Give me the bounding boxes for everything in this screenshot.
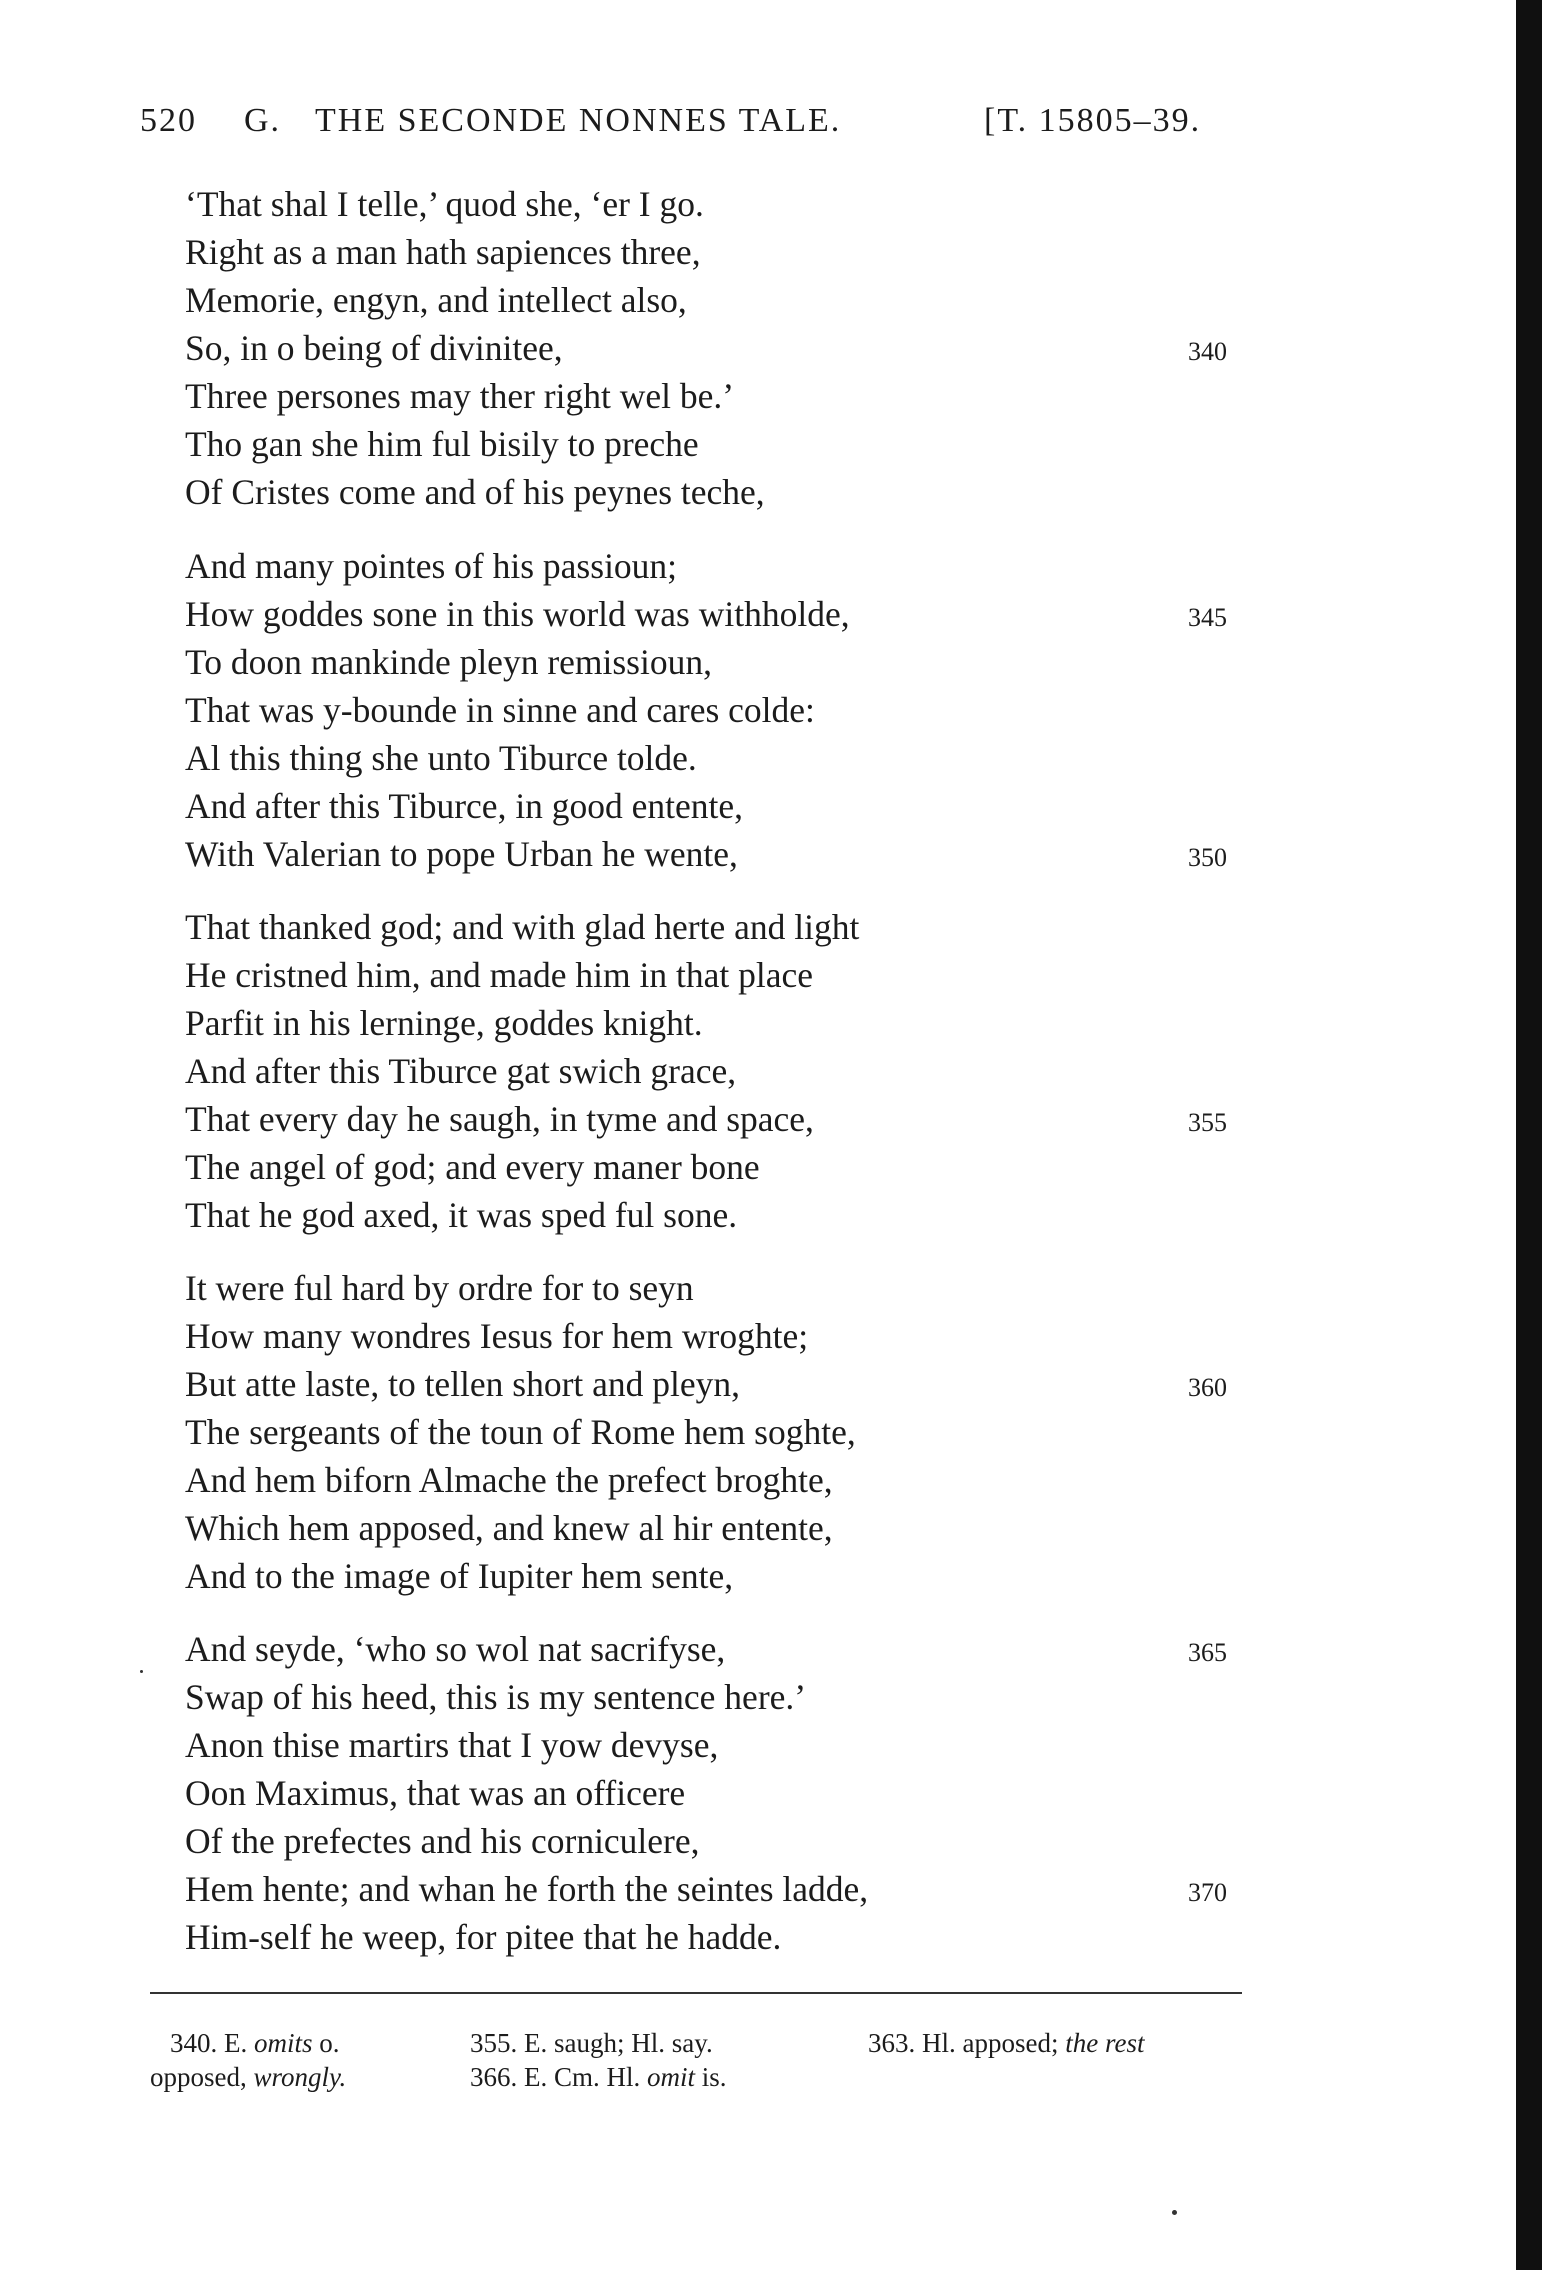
verse-line	[185, 1913, 1245, 1961]
verse-text: And after this Tiburce, in good entente,	[185, 786, 744, 826]
verse-text: And seyde, ‘who so wol nat sacrifyse,	[185, 1629, 726, 1669]
verse-line	[185, 1312, 1245, 1360]
stanza	[185, 542, 1245, 878]
footnote-363-continued: opposed, wrongly.	[150, 2062, 347, 2092]
footnote-363: 363. Hl. apposed; the rest	[868, 2028, 1145, 2058]
verse-text: That thanked god; and with glad herte and light	[185, 907, 860, 947]
verse-line	[185, 782, 1245, 830]
verse-text: It were ful hard by ordre for to seyn	[185, 1268, 694, 1308]
verse-line	[185, 372, 1245, 420]
verse-line	[185, 1769, 1245, 1817]
verse-text: Al this thing she unto Tiburce tolde.	[185, 738, 697, 778]
verse-text: Anon thise martirs that I yow devyse,	[185, 1725, 719, 1765]
line-number: 345	[1188, 603, 1227, 632]
verse-line	[185, 1721, 1245, 1769]
verse-line	[185, 1504, 1245, 1552]
scan-edge-shadow	[1516, 0, 1542, 2270]
verse-text: Hem hente; and whan he forth the seintes ladde,	[185, 1869, 869, 1909]
scan-speck	[140, 1670, 143, 1673]
verse-text: The sergeants of the toun of Rome hem soghte,	[185, 1412, 856, 1452]
verse-line	[185, 1047, 1245, 1095]
verse-line	[185, 999, 1245, 1047]
verse-line	[185, 951, 1245, 999]
stanza	[185, 1264, 1245, 1600]
verse-text: Three persones may ther right wel be.’	[185, 376, 735, 416]
line-number: 365	[1188, 1638, 1227, 1667]
verse-line	[185, 590, 1245, 638]
line-number: 340	[1188, 337, 1227, 366]
verse-line	[185, 1865, 1245, 1913]
verse-text: That was y-bounde in sinne and cares colde:	[185, 690, 815, 730]
verse-line	[185, 1264, 1245, 1312]
verse-text: Right as a man hath sapiences three,	[185, 232, 701, 272]
verse-line	[185, 542, 1245, 590]
page-title: THE SECONDE NONNES TALE.	[315, 102, 842, 139]
verse-text: Parfit in his lerninge, goddes knight.	[185, 1003, 703, 1043]
verse-text: That every day he saugh, in tyme and space,	[185, 1099, 814, 1139]
verse-text: Of the prefectes and his corniculere,	[185, 1821, 700, 1861]
verse-line	[185, 468, 1245, 516]
verse-text: And to the image of Iupiter hem sente,	[185, 1556, 734, 1596]
verse-line	[185, 276, 1245, 324]
verse-text: With Valerian to pope Urban he wente,	[185, 834, 738, 874]
verse-line	[185, 1191, 1245, 1239]
verse-line	[185, 324, 1245, 372]
verse-text: Memorie, engyn, and intellect also,	[185, 280, 687, 320]
line-number: 350	[1188, 843, 1227, 872]
verse-text: That he god axed, it was sped ful sone.	[185, 1195, 738, 1235]
verse-line	[185, 734, 1245, 782]
verse-line	[185, 1360, 1245, 1408]
verse-text: He cristned him, and made him in that place	[185, 955, 813, 995]
footnote-340: 340. E. omits o.	[170, 2028, 340, 2058]
verse-text: ‘That shal I telle,’ quod she, ‘er I go.	[185, 184, 704, 224]
scan-speck	[1172, 2210, 1177, 2215]
verse-line	[185, 686, 1245, 734]
section-letter: G.	[244, 102, 282, 139]
verse-text: And many pointes of his passioun;	[185, 546, 678, 586]
verse-line	[185, 1456, 1245, 1504]
verse-line	[185, 420, 1245, 468]
verse-line	[185, 1552, 1245, 1600]
line-number: 370	[1188, 1878, 1227, 1907]
verse-text: To doon mankinde pleyn remissioun,	[185, 642, 712, 682]
stanza	[185, 1625, 1245, 1961]
verse-line	[185, 1095, 1245, 1143]
verse-text: So, in o being of divinitee,	[185, 328, 563, 368]
verse-line	[185, 1143, 1245, 1191]
stanza	[185, 180, 1245, 516]
line-number: 360	[1188, 1373, 1227, 1402]
verse-line	[185, 638, 1245, 686]
footnote-355: 355. E. saugh; Hl. say.	[470, 2028, 713, 2058]
verse-text: Tho gan she him ful bisily to preche	[185, 424, 699, 464]
verse-line	[185, 180, 1245, 228]
verse-text: And after this Tiburce gat swich grace,	[185, 1051, 737, 1091]
verse-text: But atte laste, to tellen short and pleyn,	[185, 1364, 741, 1404]
verse-text: Of Cristes come and of his peynes teche,	[185, 472, 765, 512]
verse-text: Oon Maximus, that was an officere	[185, 1773, 686, 1813]
verse-line	[185, 830, 1245, 878]
verse-text: Swap of his heed, this is my sentence here.’	[185, 1677, 807, 1717]
verse-line	[185, 1625, 1245, 1673]
verse-line	[185, 1817, 1245, 1865]
verse-text: Which hem apposed, and knew al hir entente,	[185, 1508, 833, 1548]
verse-line	[185, 228, 1245, 276]
verse-line	[185, 1673, 1245, 1721]
line-number: 355	[1188, 1108, 1227, 1137]
footnote-366: 366. E. Cm. Hl. omit is.	[470, 2062, 727, 2092]
verse-text: And hem biforn Almache the prefect broghte,	[185, 1460, 833, 1500]
verse-text: Him-self he weep, for pitee that he hadde.	[185, 1917, 782, 1957]
page-number: 520	[140, 102, 197, 139]
verse-text: How goddes sone in this world was withholde,	[185, 594, 850, 634]
verse-line	[185, 1408, 1245, 1456]
verse-text: How many wondres Iesus for hem wroghte;	[185, 1316, 809, 1356]
line-reference: [T. 15805–39.	[984, 102, 1202, 139]
footnote-divider	[150, 1992, 1242, 1994]
stanza	[185, 903, 1245, 1239]
verse-line	[185, 903, 1245, 951]
running-header	[140, 102, 1240, 162]
verse-text: The angel of god; and every maner bone	[185, 1147, 760, 1187]
